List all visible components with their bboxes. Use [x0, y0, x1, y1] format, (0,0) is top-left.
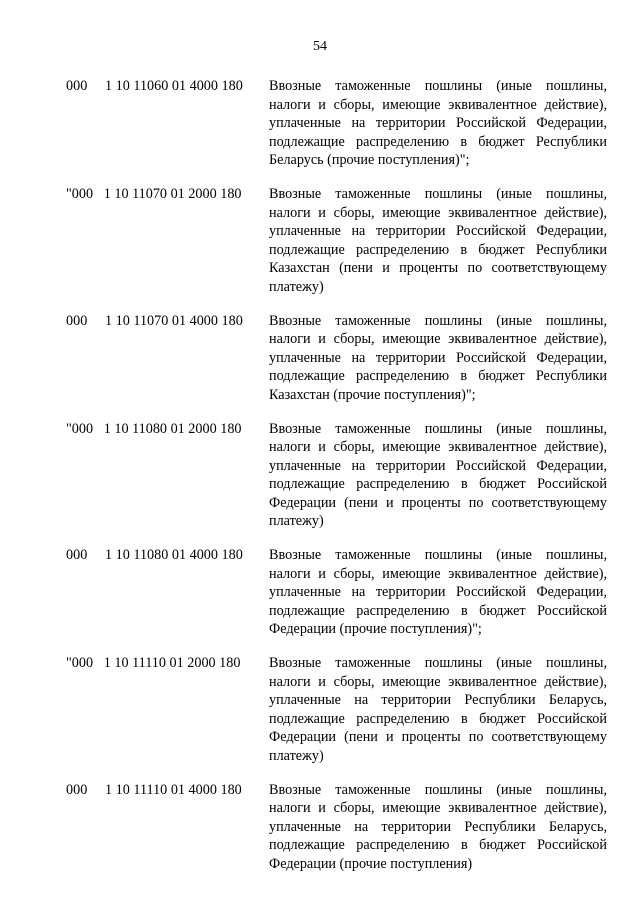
- classification-entry: [0, 546, 640, 639]
- description-line: налоги и сборы, имеющие эквивалентное действие),: [269, 96, 607, 113]
- description-line: подлежащие распределению в бюджет Республики: [269, 368, 607, 385]
- description-line: налоги и сборы, имеющие эквивалентное действие),: [269, 204, 607, 221]
- description-line: Ввозные таможенные пошлины (иные пошлины,: [269, 547, 607, 564]
- description-line: уплаченные на территории Российской Федерации,: [269, 584, 607, 601]
- classification-entry: [0, 654, 640, 766]
- description-line: подлежащие распределению в бюджет Российской: [269, 602, 607, 619]
- description-line: платежу): [269, 748, 324, 764]
- description-line: Ввозные таможенные пошлины (иные пошлины,: [269, 312, 607, 329]
- description-line: Ввозные таможенные пошлины (иные пошлины,: [269, 655, 607, 672]
- budget-code: 000 1 10 11110 01 4000 180: [66, 781, 242, 798]
- entry-description: [269, 312, 607, 405]
- description-line: уплаченные на территории Российской Федерации,: [269, 223, 607, 240]
- classification-entry: [0, 781, 640, 874]
- entry-description: [269, 546, 607, 639]
- description-line: Казахстан (пени и проценты по соответствующему: [269, 260, 607, 277]
- description-line: Федерации (прочие поступления)";: [269, 621, 482, 638]
- description-line: уплаченные на территории Российской Федерации,: [269, 349, 607, 366]
- description-line: налоги и сборы, имеющие эквивалентное действие),: [269, 673, 607, 690]
- description-line: налоги и сборы, имеющие эквивалентное действие),: [269, 439, 607, 456]
- entry-description: [269, 420, 607, 532]
- description-line: налоги и сборы, имеющие эквивалентное действие),: [269, 565, 607, 582]
- description-line: Ввозные таможенные пошлины (иные пошлины,: [269, 781, 607, 798]
- budget-code: "000 1 10 11070 01 2000 180: [66, 185, 242, 202]
- description-line: платежу): [269, 278, 324, 295]
- budget-code: 000 1 10 11060 01 4000 180: [66, 78, 243, 94]
- description-line: налоги и сборы, имеющие эквивалентное действие),: [269, 800, 607, 817]
- description-line: платежу): [269, 513, 324, 530]
- description-line: Федерации (пени и проценты по соответствующему: [269, 729, 607, 746]
- classification-entry: [0, 77, 640, 170]
- classification-entry: [0, 312, 640, 405]
- description-line: подлежащие распределению в бюджет Российской: [269, 837, 607, 854]
- document-body: [0, 77, 640, 889]
- description-line: уплаченные на территории Российской Федерации,: [269, 457, 607, 474]
- page-number: 54: [313, 39, 327, 54]
- description-line: уплаченные на территории Республики Беларусь,: [269, 692, 607, 709]
- description-line: Федерации (прочие поступления): [269, 855, 473, 872]
- classification-entry: [0, 420, 640, 532]
- description-line: подлежащие распределению в бюджет Республики: [269, 241, 607, 258]
- description-line: Ввозные таможенные пошлины (иные пошлины,: [269, 420, 607, 437]
- classification-entry: [0, 185, 640, 297]
- budget-code: "000 1 10 11110 01 2000 180: [66, 655, 241, 672]
- description-line: Ввозные таможенные пошлины (иные пошлины,: [269, 78, 607, 94]
- description-line: налоги и сборы, имеющие эквивалентное действие),: [269, 331, 607, 348]
- budget-code: "000 1 10 11080 01 2000 180: [66, 420, 242, 437]
- description-line: Беларусь (прочие поступления)";: [269, 152, 470, 169]
- budget-code: 000 1 10 11070 01 4000 180: [66, 312, 243, 329]
- description-line: подлежащие распределению в бюджет Российской: [269, 476, 607, 493]
- description-line: Казахстан (прочие поступления)";: [269, 386, 476, 403]
- description-line: подлежащие распределению в бюджет Российской: [269, 710, 607, 727]
- description-line: уплаченные на территории Республики Беларусь,: [269, 818, 607, 835]
- description-line: Федерации (пени и проценты по соответствующему: [269, 494, 607, 511]
- entry-description: [269, 185, 607, 297]
- entry-description: [269, 654, 607, 766]
- budget-code: 000 1 10 11080 01 4000 180: [66, 547, 243, 564]
- entry-description: [269, 781, 607, 874]
- description-line: уплаченные на территории Российской Федерации,: [269, 115, 607, 132]
- description-line: Ввозные таможенные пошлины (иные пошлины,: [269, 185, 607, 202]
- entry-description: [269, 77, 607, 170]
- description-line: подлежащие распределению в бюджет Республики: [269, 133, 607, 150]
